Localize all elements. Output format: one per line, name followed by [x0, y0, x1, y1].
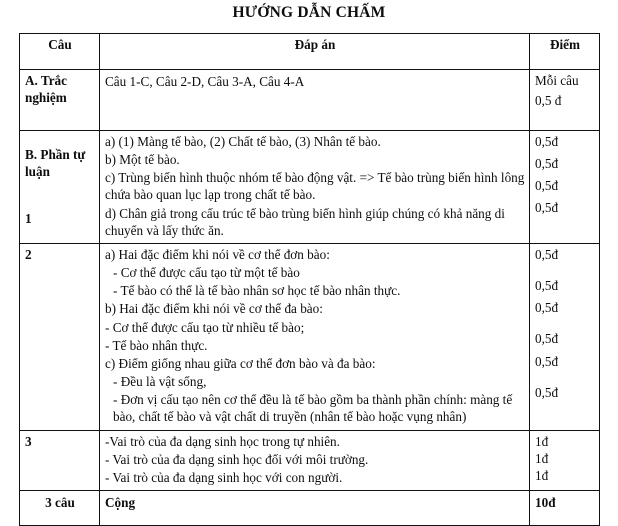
- total-answer-label: Cộng: [100, 490, 530, 525]
- score-line: 1đ: [535, 433, 549, 449]
- table-row: [20, 243, 600, 430]
- score-line: 0,5đ: [535, 246, 559, 262]
- table-row: [20, 70, 600, 131]
- score-line: Mỗi câu: [535, 73, 579, 88]
- answer-line: - Cơ thể được cấu tạo từ nhiều tế bào;: [105, 319, 305, 335]
- answer-line: b) Hai đặc điểm khi nói về cơ thể đa bào:: [105, 301, 323, 317]
- score-line: 0,5đ: [535, 178, 559, 194]
- score-line: 0,5đ: [535, 156, 559, 172]
- answer-line: c) Điểm giống nhau giữa cơ thể đơn bào và đa bào:: [105, 355, 376, 371]
- question-label-text: B. Phần tự luận: [25, 147, 86, 180]
- row-answer-cell: [100, 243, 530, 430]
- table-row: [20, 131, 600, 244]
- answer-line: a) (1) Màng tế bào, (2) Chất tế bào, (3) Nhân tế bào.: [105, 134, 381, 149]
- row-answer-cell: [100, 70, 530, 131]
- score-line: 0,5đ: [535, 353, 559, 369]
- column-header-answer: Đáp án: [100, 34, 530, 70]
- score-line: 0,5đ: [535, 331, 559, 347]
- score-line: 0,5đ: [535, 134, 559, 149]
- score-line: 0,5đ: [535, 300, 559, 316]
- row-answer-cell: [100, 430, 530, 490]
- answer-line: a) Hai đặc điểm khi nói về cơ thể đơn bào:: [105, 246, 330, 262]
- row-score-cell: [530, 70, 600, 131]
- total-question-label: 3 câu: [20, 490, 100, 525]
- answer-line: d) Chân giả trong cấu trúc tế bào trùng biến hình giúp chúng có khả năng di chuyển và lấy thức ăn.: [105, 205, 505, 238]
- column-header-score: Điểm: [530, 34, 600, 70]
- page-title: HƯỚNG DẪN CHẤM: [232, 4, 386, 21]
- total-score-value: 10đ: [530, 490, 600, 525]
- answer-line: - Tế bào có thể là tế bào nhân sơ học tế bào nhân thực.: [113, 283, 401, 299]
- answer-line: -Vai trò của đa dạng sinh học trong tự nhiên.: [105, 433, 340, 449]
- row-question-number: 2: [20, 243, 100, 430]
- answer-line: - Tế bào nhân thực.: [105, 337, 208, 353]
- table-row-total: [20, 490, 600, 525]
- row-score-cell: [530, 243, 600, 430]
- answer-line: - Đều là vật sống,: [113, 374, 207, 390]
- row-question-label: [20, 131, 100, 244]
- row-answer-cell: [100, 131, 530, 244]
- answer-line: - Vai trò của đa dạng sinh học đối với môi trường.: [105, 451, 369, 467]
- score-line: 0,5 đ: [535, 93, 562, 109]
- score-line: 1đ: [535, 467, 549, 483]
- score-line: 0,5đ: [535, 384, 559, 400]
- score-line: 0,5đ: [535, 200, 559, 216]
- row-score-cell: [530, 131, 600, 244]
- row-question-number: 3: [20, 430, 100, 490]
- table-row: [20, 430, 600, 490]
- score-line: 0,5đ: [535, 278, 559, 294]
- answer-line: b) Một tế bào.: [105, 152, 180, 168]
- answer-line: - Đơn vị cấu tạo nên cơ thể đều là tế bào gồm ba thành phần chính: màng tế bào, chất tế bào và vật chất di truyền (nhân tế bào hoặc vụng nhân): [113, 392, 513, 425]
- column-header-question: Câu: [20, 34, 100, 70]
- grading-guide-table: [19, 33, 600, 526]
- answer-line: - Cơ thể được cấu tạo từ một tế bào: [113, 265, 300, 281]
- answer-line: Câu 1-C, Câu 2-D, Câu 3-A, Câu 4-A: [105, 74, 305, 89]
- row-score-cell: [530, 430, 600, 490]
- table-header-row: [20, 34, 600, 70]
- question-number: 1: [25, 210, 32, 226]
- row-question-label: A. Trắc nghiệm: [20, 70, 100, 131]
- answer-line: - Vai trò của đa dạng sinh học với con người.: [105, 469, 343, 485]
- score-line: 1đ: [535, 450, 549, 466]
- answer-line: c) Trùng biến hình thuộc nhóm tế bào động vật. => Tế bào trùng biến hình lông chứa bào quan lục lạp trong chất tế bào.: [105, 170, 525, 203]
